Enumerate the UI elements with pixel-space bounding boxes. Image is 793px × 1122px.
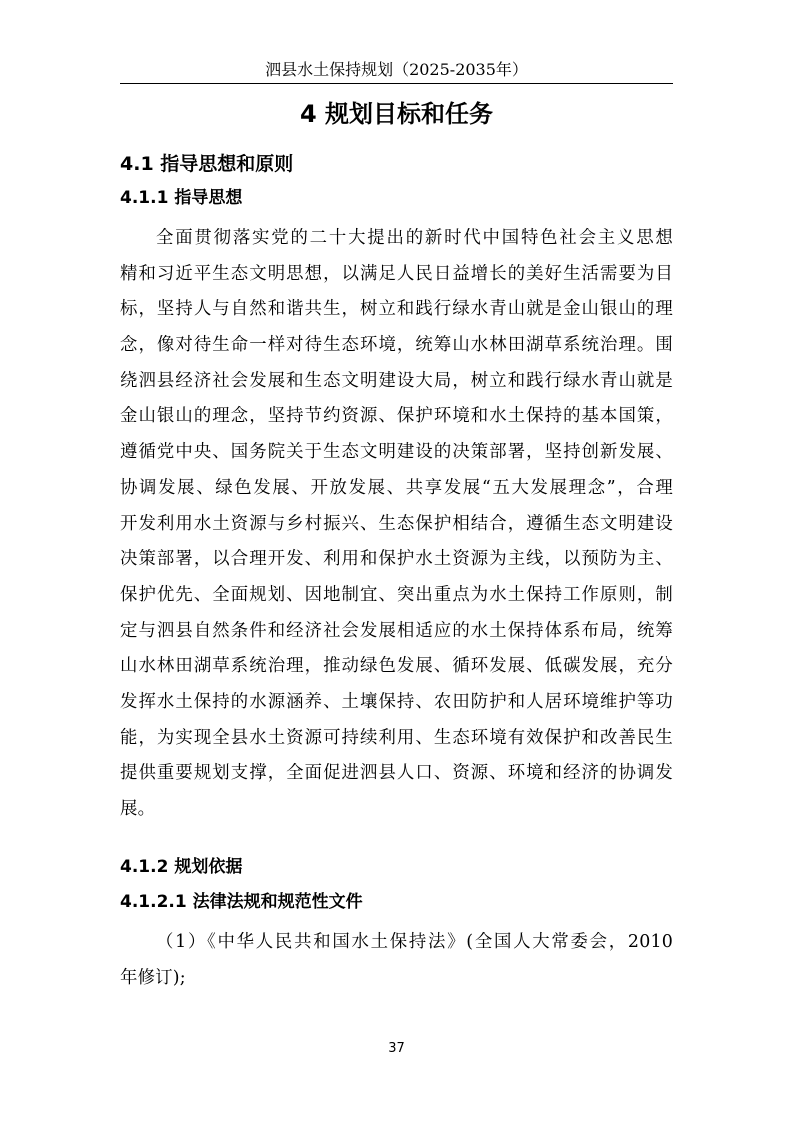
paragraph-line: 决策部署，以合理开发、利用和保护水土资源为主线，以预防为主、 [120,549,673,570]
paragraph-law-list [120,925,673,996]
running-header: 泗县水土保持规划（2025-2035年） [265,60,528,79]
paragraph-line: 标，坚持人与自然和谐共生，树立和践行绿水青山就是金山银山的理 [120,299,673,320]
paragraph-line: 提供重要规划支撑，全面促进泗县人口、资源、环境和经济的协调发 [120,763,673,784]
header-rule [120,83,673,84]
paragraph-line: 绕泗县经济社会发展和生态文明建设大局，树立和践行绿水青山就是 [120,370,673,391]
paragraph-line: 发挥水土保持的水源涵养、土壤保持、农田防护和人居环境维护等功 [120,691,673,712]
page-number: 37 [388,1041,405,1056]
paragraph-line: 定与泗县自然条件和经济社会发展相适应的水土保持体系布局，统筹 [120,620,673,641]
paragraph-line: 开发利用水土资源与乡村振兴、生态保护相结合，遵循生态文明建设 [120,513,673,534]
chapter-title: 4 规划目标和任务 [299,100,494,128]
paragraph-line: 遵循党中央、国务院关于生态文明建设的决策部署，坚持创新发展、 [120,442,673,463]
section-heading-4-1: 4.1 指导思想和原则 [120,153,294,175]
paragraph-line: 协调发展、绿色发展、开放发展、共享发展“五大发展理念”，合理 [120,477,673,498]
paragraph-line: （1）《中华人民共和国水土保持法》(全国人大常委会，2010 [156,932,673,952]
paragraph-guiding-ideology [120,221,673,828]
section-heading-4-1-2-1: 4.1.2.1 法律法规和规范性文件 [120,892,363,912]
paragraph-line: 保护优先、全面规划、因地制宜、突出重点为水土保持工作原则，制 [120,584,673,605]
section-heading-4-1-1: 4.1.1 指导思想 [120,188,243,208]
paragraph-line: 山水林田湖草系统治理，推动绿色发展、循环发展、低碳发展，充分 [120,656,673,677]
paragraph-line: 展。 [120,799,156,819]
paragraph-line: 念，像对待生命一样对待生态环境，统筹山水林田湖草系统治理。围 [120,335,673,356]
paragraph-line: 金山银山的理念，坚持节约资源、保护环境和水土保持的基本国策， [120,406,673,427]
section-heading-4-1-2: 4.1.2 规划依据 [120,857,243,877]
paragraph-line: 能，为实现全县水土资源可持续利用、生态环境有效保护和改善民生 [120,727,673,748]
paragraph-line: 精和习近平生态文明思想，以满足人民日益增长的美好生活需要为目 [120,263,673,284]
paragraph-line: 年修订); [120,967,186,988]
paragraph-line: 全面贯彻落实党的二十大提出的新时代中国特色社会主义思想 [156,228,673,248]
